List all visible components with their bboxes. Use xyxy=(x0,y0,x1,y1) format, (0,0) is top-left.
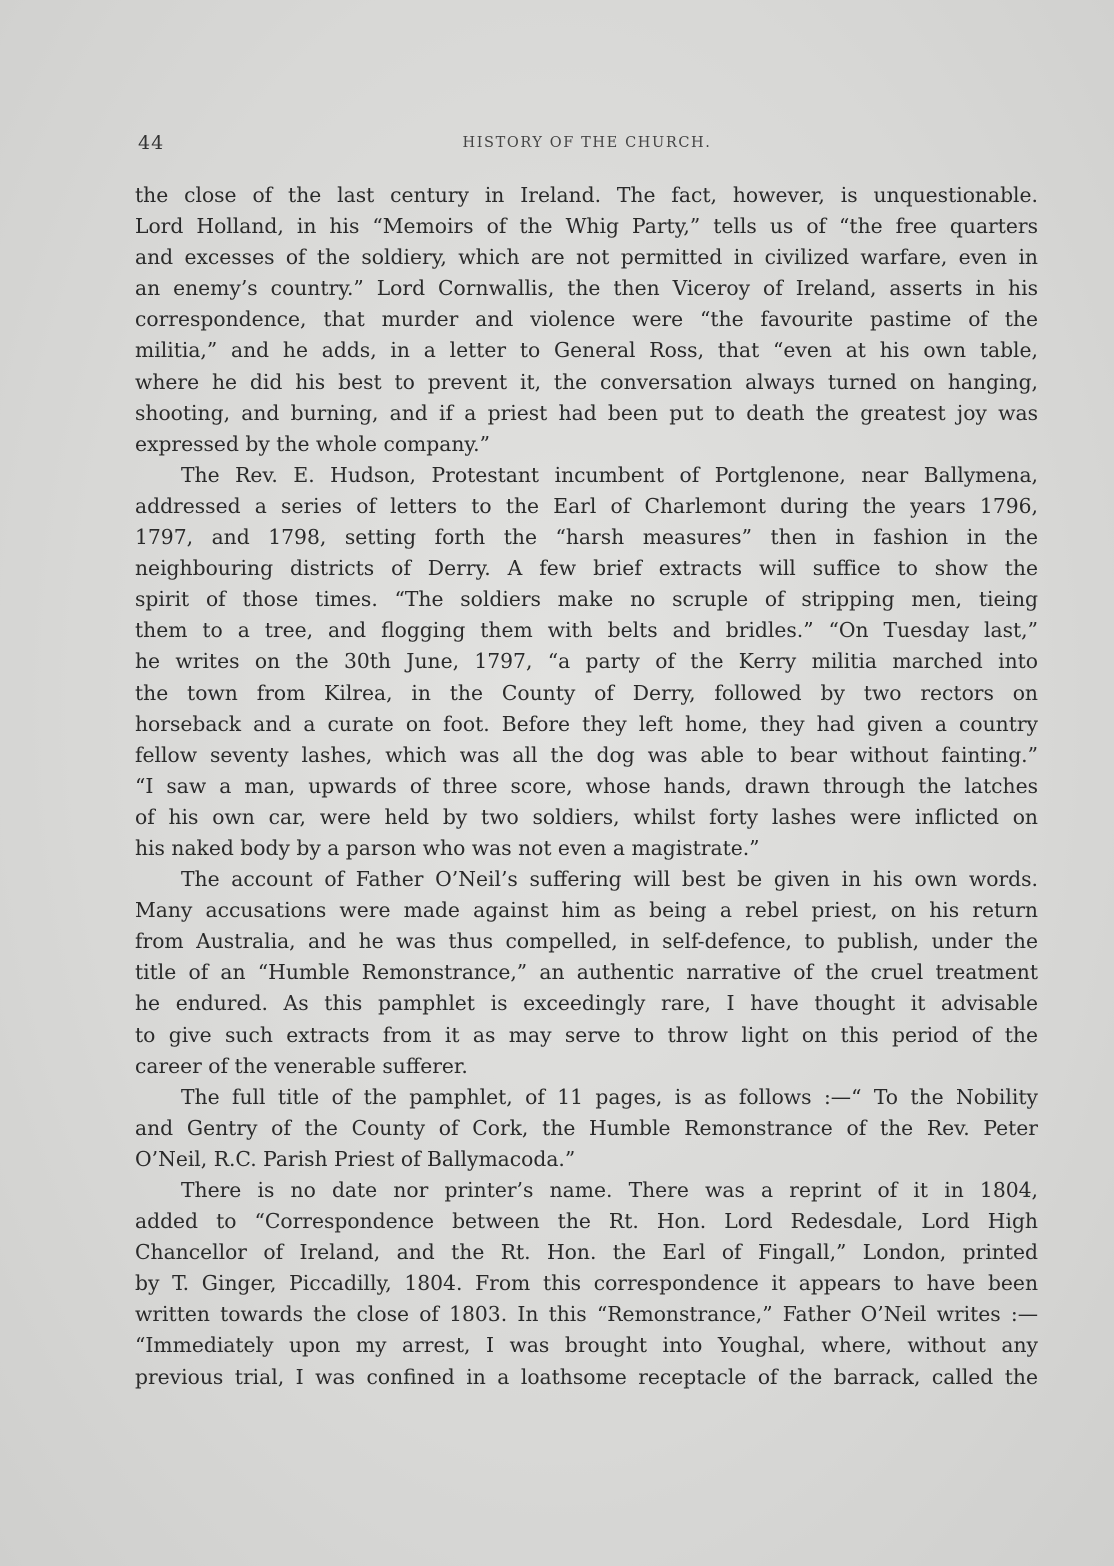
text-line: the town from Kilrea, in the County of Derry, followed by two rectors on xyxy=(135,680,1038,705)
running-head xyxy=(136,132,1038,156)
text-line: of his own car, were held by two soldiers, whilst forty lashes were inflicted on xyxy=(135,804,1038,829)
text-line: added to “Correspondence between the Rt. Hon. Lord Redesdale, Lord High xyxy=(135,1209,1038,1234)
text-line: from Australia, and he was thus compelled, in self-defence, to publish, under the xyxy=(135,929,1038,954)
text-line: “Immediately upon my arrest, I was brought into Youghal, where, without any xyxy=(135,1333,1038,1358)
text-line: fellow seventy lashes, which was all the dog was able to bear without fainting.” xyxy=(135,742,1038,767)
text-line: he writes on the 30th June, 1797, “a party of the Kerry militia marched into xyxy=(135,649,1038,674)
text-line: title of an “Humble Remonstrance,” an authentic narrative of the cruel treatment xyxy=(135,960,1038,985)
text-line: Many accusations were made against him as being a rebel priest, on his return xyxy=(135,898,1038,923)
text-line: and excesses of the soldiery, which are not permitted in civilized warfare, even in xyxy=(135,245,1038,270)
text-line: his naked body by a parson who was not even a magistrate.” xyxy=(135,835,760,860)
text-line: an enemy’s country.” Lord Cornwallis, the then Viceroy of Ireland, asserts in his xyxy=(135,276,1038,301)
text-line: correspondence, that murder and violence were “the favourite pastime of the xyxy=(135,307,1038,332)
text-line: written towards the close of 1803. In this “Remonstrance,” Father O’Neil writes :— xyxy=(135,1302,1038,1327)
text-line: There is no date nor printer’s name. There was a reprint of it in 1804, xyxy=(181,1178,1038,1202)
text-line: and Gentry of the County of Cork, the Humble Remonstrance of the Rev. Peter xyxy=(135,1115,1038,1140)
text-line: to give such extracts from it as may serve to throw light on this period of the xyxy=(135,1022,1038,1047)
text-line: by T. Ginger, Piccadilly, 1804. From this correspondence it appears to have been xyxy=(135,1271,1038,1296)
text-line: the close of the last century in Ireland. The fact, however, is unquestionable. xyxy=(135,183,1038,207)
body-text xyxy=(135,180,1038,1393)
text-line: career of the venerable sufferer. xyxy=(135,1053,468,1078)
text-line: he endured. As this pamphlet is exceedingly rare, I have thought it advisable xyxy=(135,991,1038,1016)
text-line: Lord Holland, in his “Memoirs of the Whig Party,” tells us of “the free quarters xyxy=(135,214,1038,239)
text-line: expressed by the whole company.” xyxy=(135,431,490,456)
text-line: O’Neil, R.C. Parish Priest of Ballymacoda.” xyxy=(135,1146,576,1171)
text-line: previous trial, I was confined in a loathsome receptacle of the barrack, called the xyxy=(135,1364,1038,1389)
page-number: 44 xyxy=(138,132,165,154)
text-line: horseback and a curate on foot. Before they left home, they had given a country xyxy=(135,711,1038,736)
text-line: The full title of the pamphlet, of 11 pages, is as follows :—“ To the Nobility xyxy=(181,1084,1038,1109)
text-line: The Rev. E. Hudson, Protestant incumbent of Portglenone, near Ballymena, xyxy=(181,462,1038,487)
text-line: addressed a series of letters to the Earl of Charlemont during the years 1796, xyxy=(135,493,1038,518)
text-line: Chancellor of Ireland, and the Rt. Hon. the Earl of Fingall,” London, printed xyxy=(135,1240,1038,1265)
text-line: militia,” and he adds, in a letter to General Ross, that “even at his own table, xyxy=(135,338,1038,363)
text-line: where he did his best to prevent it, the conversation always turned on hanging, xyxy=(135,369,1038,394)
text-line: 1797, and 1798, setting forth the “harsh measures” then in fashion in the xyxy=(135,525,1038,550)
text-line: neighbouring districts of Derry. A few brief extracts will suffice to show the xyxy=(135,556,1038,581)
text-line: The account of Father O’Neil’s suffering will best be given in his own words. xyxy=(181,867,1038,892)
text-line: them to a tree, and flogging them with belts and bridles.” “On Tuesday last,” xyxy=(135,618,1038,643)
text-line: “I saw a man, upwards of three score, whose hands, drawn through the latches xyxy=(135,773,1038,798)
text-line: spirit of those times. “The soldiers make no scruple of stripping men, tieing xyxy=(135,587,1038,612)
text-line: shooting, and burning, and if a priest had been put to death the greatest joy was xyxy=(135,400,1038,425)
running-title: HISTORY OF THE CHURCH. xyxy=(462,135,712,151)
